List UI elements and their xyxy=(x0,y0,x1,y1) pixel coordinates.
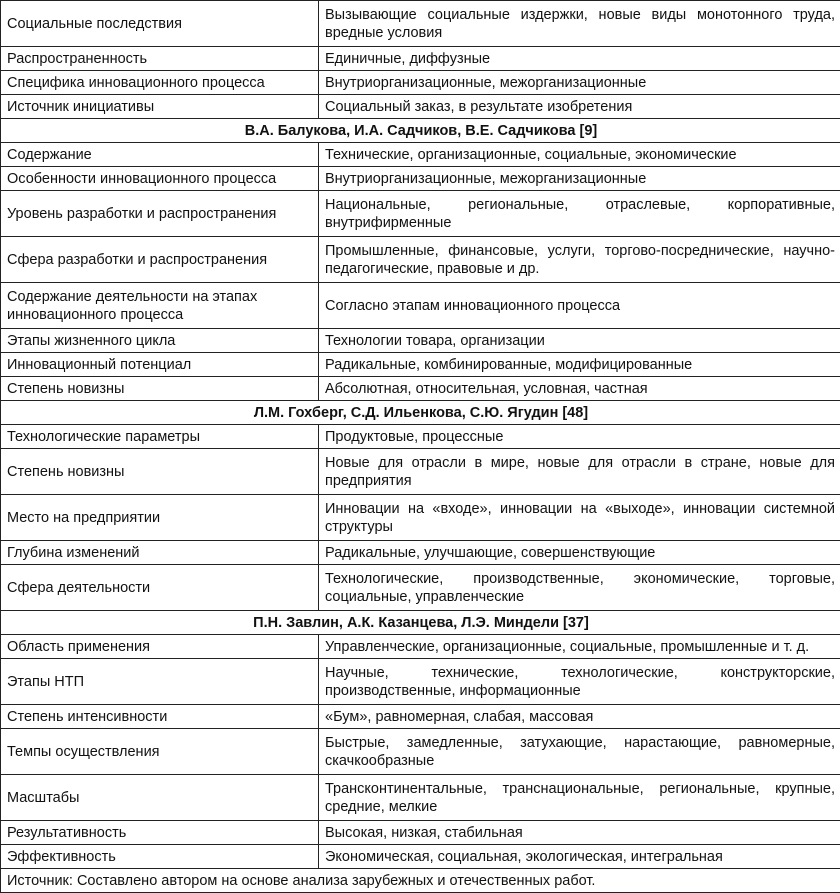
criterion-cell: Место на предприятии xyxy=(1,495,319,541)
types-cell: Технологии товара, организации xyxy=(319,329,840,353)
section-authors: В.А. Балукова, И.А. Садчиков, В.Е. Садчикова [9] xyxy=(1,119,840,143)
table-row xyxy=(1,541,840,565)
criterion-cell: Сфера разработки и распространения xyxy=(1,237,319,283)
section-header-row xyxy=(1,611,840,635)
criterion-cell: Инновационный потенциал xyxy=(1,353,319,377)
types-cell: Внутриорганизационные, межорганизационные xyxy=(319,167,840,191)
source-note: Источник: Составлено автором на основе анализа зарубежных и отечественных работ. xyxy=(1,869,840,893)
criterion-cell: Уровень разработки и распространения xyxy=(1,191,319,237)
types-cell: Единичные, диффузные xyxy=(319,47,840,71)
criterion-cell: Степень новизны xyxy=(1,449,319,495)
table-row xyxy=(1,729,840,775)
criterion-cell: Темпы осуществления xyxy=(1,729,319,775)
table-row xyxy=(1,143,840,167)
types-cell: Вызывающие социальные издержки, новые виды монотонного труда, вредные условия xyxy=(319,1,840,47)
types-cell: Научные, технические, технологические, конструкторские, производственные, информационные xyxy=(319,659,840,705)
types-cell: Продуктовые, процессные xyxy=(319,425,840,449)
types-cell: Согласно этапам инновационного процесса xyxy=(319,283,840,329)
table-row xyxy=(1,495,840,541)
table-row xyxy=(1,283,840,329)
section-authors: Л.М. Гохберг, С.Д. Ильенкова, С.Ю. Ягудин [48] xyxy=(1,401,840,425)
table-row xyxy=(1,775,840,821)
criterion-cell: Специфика инновационного процесса xyxy=(1,71,319,95)
table-row xyxy=(1,47,840,71)
types-cell: Инновации на «входе», инновации на «выходе», инновации системной структуры xyxy=(319,495,840,541)
section-header-row xyxy=(1,119,840,143)
types-cell: Радикальные, комбинированные, модифицированные xyxy=(319,353,840,377)
table-row xyxy=(1,71,840,95)
criterion-cell: Особенности инновационного процесса xyxy=(1,167,319,191)
table-row xyxy=(1,167,840,191)
types-cell: Радикальные, улучшающие, совершенствующие xyxy=(319,541,840,565)
criterion-cell: Эффективность xyxy=(1,845,319,869)
criterion-cell: Область применения xyxy=(1,635,319,659)
criterion-cell: Социальные последствия xyxy=(1,1,319,47)
criterion-cell: Степень новизны xyxy=(1,377,319,401)
criterion-cell: Глубина изменений xyxy=(1,541,319,565)
types-cell: Промышленные, финансовые, услуги, торгово-посреднические, научно-педагогические, правовые и др. xyxy=(319,237,840,283)
criterion-cell: Этапы жизненного цикла xyxy=(1,329,319,353)
section-header-row xyxy=(1,401,840,425)
table-row xyxy=(1,565,840,611)
types-cell: Трансконтинентальные, транснациональные, региональные, крупные, средние, мелкие xyxy=(319,775,840,821)
criterion-cell: Источник инициативы xyxy=(1,95,319,119)
types-cell: Национальные, региональные, отраслевые, корпоративные, внутрифирменные xyxy=(319,191,840,237)
section-authors: П.Н. Завлин, А.К. Казанцева, Л.Э. Миндели [37] xyxy=(1,611,840,635)
types-cell: Экономическая, социальная, экологическая, интегральная xyxy=(319,845,840,869)
table-row xyxy=(1,237,840,283)
criterion-cell: Распространенность xyxy=(1,47,319,71)
types-cell: Высокая, низкая, стабильная xyxy=(319,821,840,845)
criterion-cell: Масштабы xyxy=(1,775,319,821)
types-cell: Технические, организационные, социальные, экономические xyxy=(319,143,840,167)
table-row xyxy=(1,449,840,495)
table-row xyxy=(1,425,840,449)
criterion-cell: Результативность xyxy=(1,821,319,845)
table-row xyxy=(1,845,840,869)
types-cell: Быстрые, замедленные, затухающие, нарастающие, равномерные, скачкообразные xyxy=(319,729,840,775)
table-row xyxy=(1,659,840,705)
criterion-cell: Этапы НТП xyxy=(1,659,319,705)
types-cell: Новые для отрасли в мире, новые для отрасли в стране, новые для предприятия xyxy=(319,449,840,495)
criterion-cell: Технологические параметры xyxy=(1,425,319,449)
table-row xyxy=(1,95,840,119)
table-row xyxy=(1,377,840,401)
types-cell: Внутриорганизационные, межорганизационные xyxy=(319,71,840,95)
table-row xyxy=(1,329,840,353)
criterion-cell: Степень интенсивности xyxy=(1,705,319,729)
table-row xyxy=(1,1,840,47)
types-cell: Абсолютная, относительная, условная, частная xyxy=(319,377,840,401)
criterion-cell: Сфера деятельности xyxy=(1,565,319,611)
types-cell: Управленческие, организационные, социальные, промышленные и т. д. xyxy=(319,635,840,659)
table-row xyxy=(1,353,840,377)
table-row xyxy=(1,821,840,845)
criterion-cell: Содержание xyxy=(1,143,319,167)
table-row xyxy=(1,635,840,659)
types-cell: Технологические, производственные, экономические, торговые, социальные, управленческие xyxy=(319,565,840,611)
types-cell: «Бум», равномерная, слабая, массовая xyxy=(319,705,840,729)
criterion-cell: Содержание деятельности на этапах инновационного процесса xyxy=(1,283,319,329)
table-row xyxy=(1,705,840,729)
types-cell: Социальный заказ, в результате изобретения xyxy=(319,95,840,119)
table-row xyxy=(1,191,840,237)
